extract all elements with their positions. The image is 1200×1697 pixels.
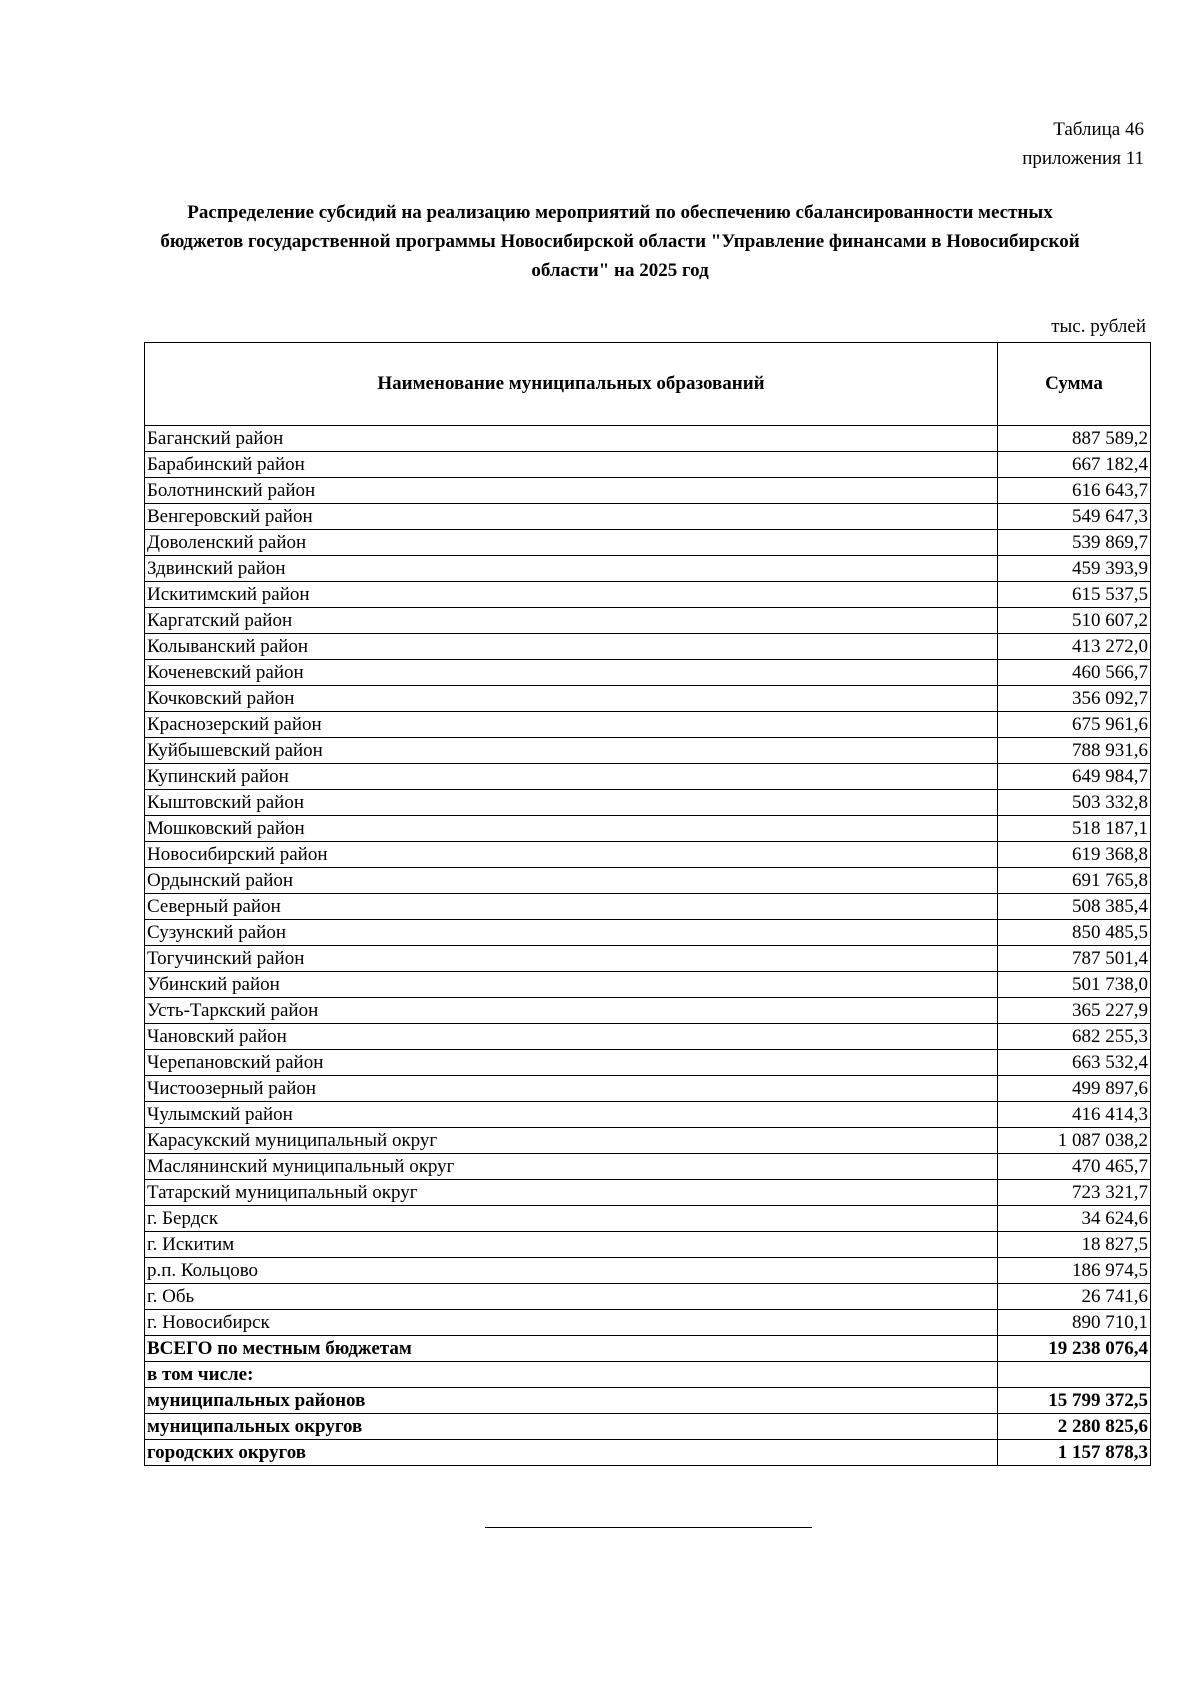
municipality-name: г. Обь	[145, 1284, 998, 1310]
municipality-name: Северный район	[145, 894, 998, 920]
table-row	[145, 842, 1151, 868]
table-body	[145, 426, 1151, 1466]
table-row	[145, 1154, 1151, 1180]
municipality-name: муниципальных районов	[145, 1388, 998, 1414]
municipality-name: Кочковский район	[145, 686, 998, 712]
subsidy-amount: 616 643,7	[998, 478, 1151, 504]
subsidy-amount: 549 647,3	[998, 504, 1151, 530]
subsidy-amount: 459 393,9	[998, 556, 1151, 582]
table-row	[145, 764, 1151, 790]
table-row	[145, 1076, 1151, 1102]
table-row	[145, 452, 1151, 478]
subsidy-amount: 649 984,7	[998, 764, 1151, 790]
table-total-row	[145, 1336, 1151, 1362]
municipality-name: Маслянинский муниципальный округ	[145, 1154, 998, 1180]
municipality-name: ВСЕГО по местным бюджетам	[145, 1336, 998, 1362]
appendix-number: приложения 11	[1022, 148, 1144, 169]
municipality-name: Баганский район	[145, 426, 998, 452]
municipality-name: Чистоозерный район	[145, 1076, 998, 1102]
subsidy-amount: 413 272,0	[998, 634, 1151, 660]
subsidy-amount: 470 465,7	[998, 1154, 1151, 1180]
subsidy-amount: 510 607,2	[998, 608, 1151, 634]
table-row	[145, 738, 1151, 764]
municipality-name: Ордынский район	[145, 868, 998, 894]
table-row	[145, 608, 1151, 634]
table-row	[145, 1284, 1151, 1310]
subsidy-amount: 18 827,5	[998, 1232, 1151, 1258]
table-row	[145, 582, 1151, 608]
subsidy-amount: 539 869,7	[998, 530, 1151, 556]
municipality-name: Коченевский район	[145, 660, 998, 686]
subsidy-amount: 1 157 878,3	[998, 1440, 1151, 1466]
subsidy-amount: 619 368,8	[998, 842, 1151, 868]
municipality-name: Купинский район	[145, 764, 998, 790]
table-row	[145, 634, 1151, 660]
subsidy-amount: 615 537,5	[998, 582, 1151, 608]
municipality-name: Кыштовский район	[145, 790, 998, 816]
subsidy-amount: 356 092,7	[998, 686, 1151, 712]
table-row	[145, 530, 1151, 556]
table-row	[145, 686, 1151, 712]
subsidy-amount: 365 227,9	[998, 998, 1151, 1024]
subsidy-amount: 890 710,1	[998, 1310, 1151, 1336]
table-row	[145, 504, 1151, 530]
subsidy-amount: 887 589,2	[998, 426, 1151, 452]
subsidy-amount: 460 566,7	[998, 660, 1151, 686]
subsidy-amount: 1 087 038,2	[998, 1128, 1151, 1154]
municipality-name: Сузунский район	[145, 920, 998, 946]
table-row	[145, 1206, 1151, 1232]
table-row	[145, 790, 1151, 816]
table-row	[145, 1128, 1151, 1154]
table-row	[145, 920, 1151, 946]
municipality-name: муниципальных округов	[145, 1414, 998, 1440]
table-row	[145, 1024, 1151, 1050]
subsidy-amount: 691 765,8	[998, 868, 1151, 894]
table-row	[145, 556, 1151, 582]
table-total-row	[145, 1388, 1151, 1414]
municipality-name: г. Бердск	[145, 1206, 998, 1232]
municipality-name: Каргатский район	[145, 608, 998, 634]
municipality-name: Чановский район	[145, 1024, 998, 1050]
municipality-name: Карасукский муниципальный округ	[145, 1128, 998, 1154]
subsidy-amount: 788 931,6	[998, 738, 1151, 764]
table-row	[145, 1180, 1151, 1206]
table-row	[145, 712, 1151, 738]
table-row	[145, 426, 1151, 452]
municipality-name: Краснозерский район	[145, 712, 998, 738]
table-total-row	[145, 1414, 1151, 1440]
municipality-name: Новосибирский район	[145, 842, 998, 868]
subsidy-amount: 2 280 825,6	[998, 1414, 1151, 1440]
subsidy-amount: 850 485,5	[998, 920, 1151, 946]
municipality-name: Усть-Таркский район	[145, 998, 998, 1024]
municipality-name: в том числе:	[145, 1362, 998, 1388]
subsidy-amount: 186 974,5	[998, 1258, 1151, 1284]
table-row	[145, 1258, 1151, 1284]
municipality-name: Черепановский район	[145, 1050, 998, 1076]
subsidy-amount: 501 738,0	[998, 972, 1151, 998]
subsidy-amount: 34 624,6	[998, 1206, 1151, 1232]
table-row	[145, 1310, 1151, 1336]
table-row	[145, 972, 1151, 998]
municipality-name: Мошковский район	[145, 816, 998, 842]
municipality-name: р.п. Кольцово	[145, 1258, 998, 1284]
municipality-name: г. Новосибирск	[145, 1310, 998, 1336]
document-title: Распределение субсидий на реализацию мероприятий по обеспечению сбалансированности местных бюджетов государственной программы Новосибирской области "Управление финансами в Новосибирской области" на 2025 год	[160, 202, 1080, 281]
subsidy-amount: 19 238 076,4	[998, 1336, 1151, 1362]
table-row	[145, 660, 1151, 686]
table-total-row	[145, 1362, 1151, 1388]
municipality-name: Убинский район	[145, 972, 998, 998]
municipality-name: Венгеровский район	[145, 504, 998, 530]
subsidy-amount: 682 255,3	[998, 1024, 1151, 1050]
closing-rule	[485, 1527, 812, 1528]
unit-label: тыс. рублей	[1051, 316, 1146, 337]
table-row	[145, 1102, 1151, 1128]
table-row	[145, 1050, 1151, 1076]
table-total-row	[145, 1440, 1151, 1466]
municipality-name: Болотнинский район	[145, 478, 998, 504]
subsidy-amount: 723 321,7	[998, 1180, 1151, 1206]
column-header-name: Наименование муниципальных образований	[145, 343, 998, 426]
subsidy-amount	[998, 1362, 1151, 1388]
subsidy-amount: 667 182,4	[998, 452, 1151, 478]
subsidy-table	[144, 342, 1151, 1466]
subsidy-amount: 518 187,1	[998, 816, 1151, 842]
subsidy-amount: 675 961,6	[998, 712, 1151, 738]
subsidy-amount: 26 741,6	[998, 1284, 1151, 1310]
municipality-name: Куйбышевский район	[145, 738, 998, 764]
municipality-name: Чулымский район	[145, 1102, 998, 1128]
subsidy-amount: 663 532,4	[998, 1050, 1151, 1076]
table-row	[145, 894, 1151, 920]
subsidy-amount: 499 897,6	[998, 1076, 1151, 1102]
municipality-name: Колыванский район	[145, 634, 998, 660]
municipality-name: Искитимский район	[145, 582, 998, 608]
subsidy-amount: 787 501,4	[998, 946, 1151, 972]
table-number: Таблица 46	[1053, 119, 1144, 140]
table-row	[145, 1232, 1151, 1258]
subsidy-amount: 15 799 372,5	[998, 1388, 1151, 1414]
municipality-name: г. Искитим	[145, 1232, 998, 1258]
municipality-name: Доволенский район	[145, 530, 998, 556]
table-row	[145, 478, 1151, 504]
table-row	[145, 868, 1151, 894]
municipality-name: Барабинский район	[145, 452, 998, 478]
column-header-sum: Сумма	[998, 343, 1151, 426]
table-header-row	[145, 343, 1151, 426]
municipality-name: Татарский муниципальный округ	[145, 1180, 998, 1206]
table-row	[145, 998, 1151, 1024]
municipality-name: городских округов	[145, 1440, 998, 1466]
subsidy-amount: 508 385,4	[998, 894, 1151, 920]
table-row	[145, 816, 1151, 842]
subsidy-amount: 416 414,3	[998, 1102, 1151, 1128]
table-row	[145, 946, 1151, 972]
subsidy-amount: 503 332,8	[998, 790, 1151, 816]
municipality-name: Здвинский район	[145, 556, 998, 582]
municipality-name: Тогучинский район	[145, 946, 998, 972]
